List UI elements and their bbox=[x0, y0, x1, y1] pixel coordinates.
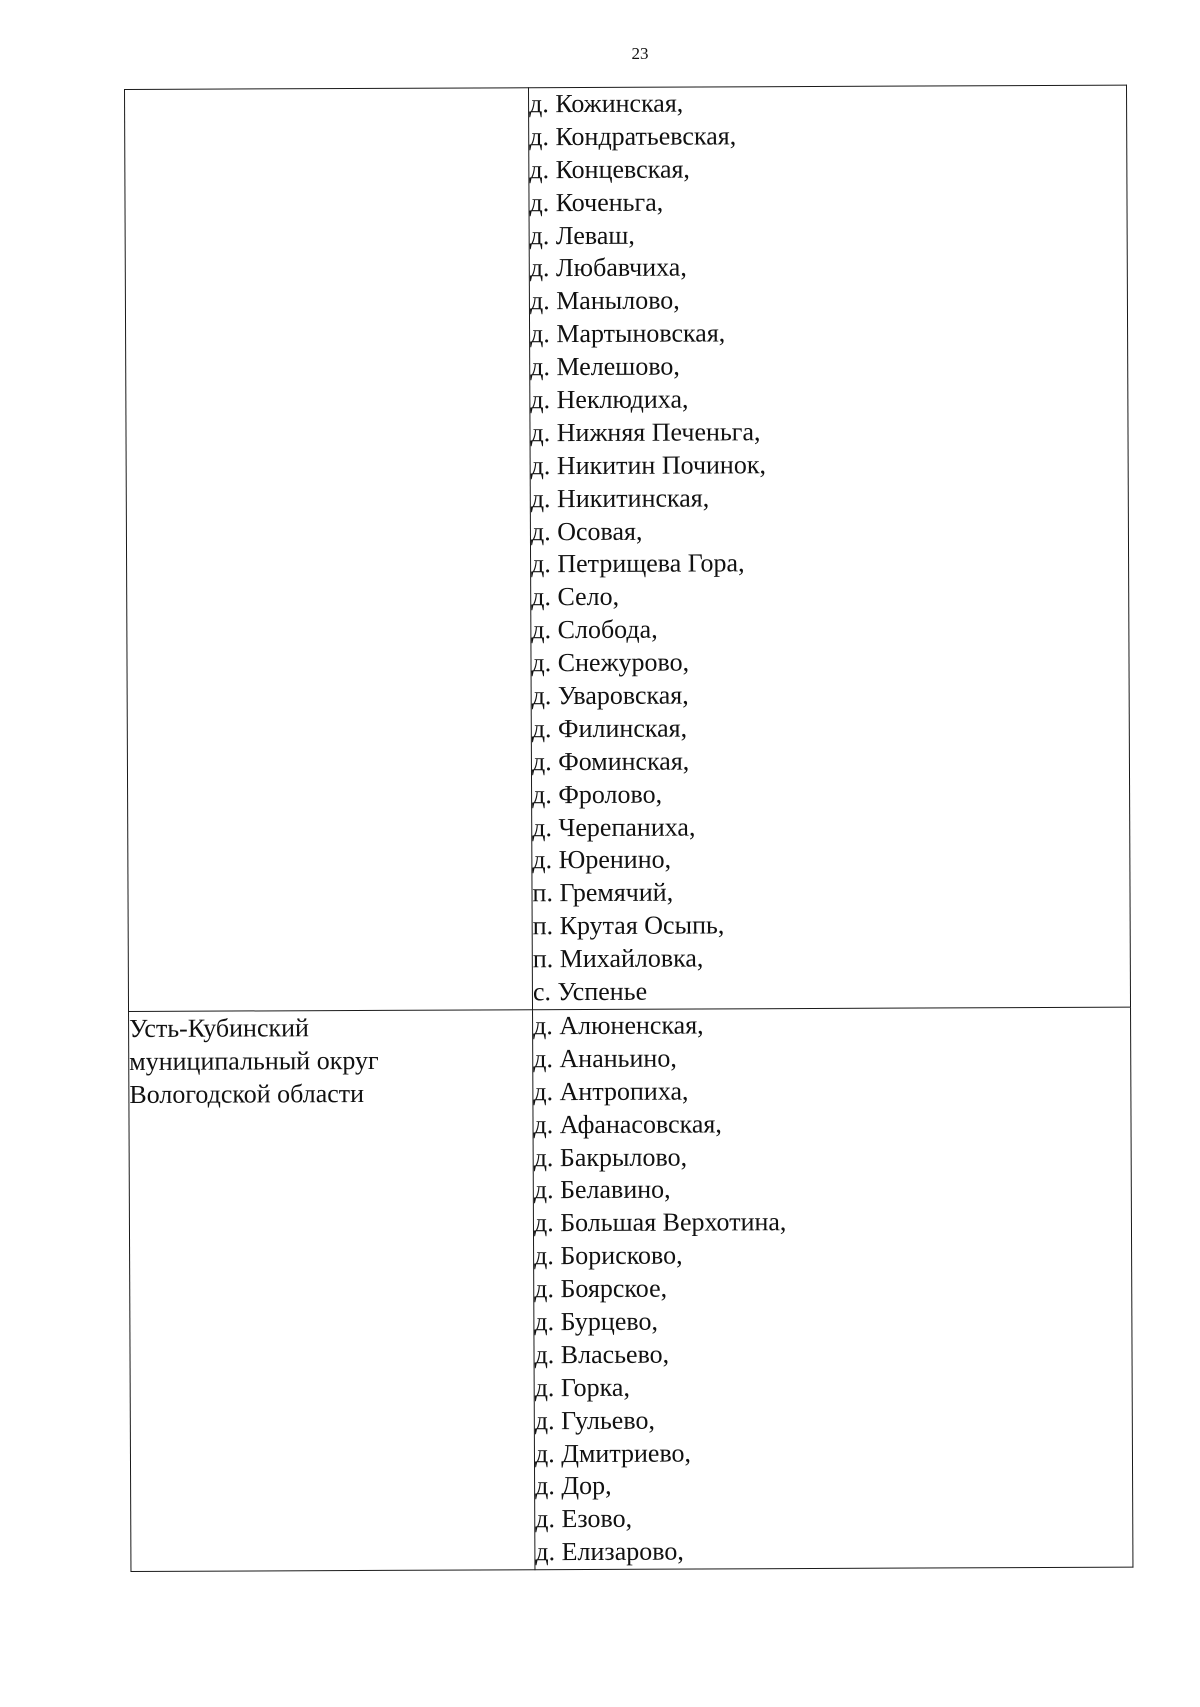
table-row bbox=[129, 1007, 1133, 1572]
settlement-item: п. Крутая Осыпь, bbox=[532, 910, 725, 941]
settlement-item: д. Коченьга, bbox=[529, 187, 664, 217]
page-number: 23 bbox=[631, 44, 649, 63]
settlement-item: д. Боярское, bbox=[534, 1273, 668, 1304]
settlement-item: д. Филинская, bbox=[531, 713, 688, 744]
settlement-item: д. Кондратьевская, bbox=[529, 121, 737, 152]
settlement-item: д. Власьево, bbox=[534, 1339, 670, 1370]
settlement-item: д. Снежурово, bbox=[531, 647, 690, 678]
settlement-item: д. Концевская, bbox=[529, 154, 690, 185]
municipality-cell bbox=[129, 1010, 535, 1572]
settlements-cell bbox=[528, 85, 1130, 1010]
settlement-item: д. Кожинская, bbox=[529, 88, 684, 119]
settlement-item: д. Бакрылово, bbox=[533, 1142, 688, 1172]
table-body bbox=[125, 85, 1133, 1571]
settlement-item: д. Неклюдиха, bbox=[530, 384, 689, 415]
settlement-item: д. Горка, bbox=[534, 1372, 630, 1402]
settlement-item: п. Михайловка, bbox=[532, 943, 704, 974]
settlement-item: д. Антропиха, bbox=[533, 1076, 689, 1106]
municipality-cell bbox=[125, 88, 533, 1012]
settlement-item: д. Мартыновская, bbox=[530, 318, 726, 349]
settlement-item: д. Черепаниха, bbox=[532, 812, 696, 842]
settlement-item: д. Бурцево, bbox=[534, 1306, 659, 1337]
settlements-cell bbox=[533, 1007, 1133, 1570]
settlement-item: д. Борисково, bbox=[534, 1240, 683, 1271]
settlement-item: д. Большая Верхотина, bbox=[533, 1207, 787, 1238]
municipality-name-line: Усть-Кубинский bbox=[129, 1013, 309, 1043]
settlement-item: д. Фоминская, bbox=[531, 746, 690, 777]
settlement-item: д. Алюненская, bbox=[533, 1010, 704, 1041]
settlement-item: д. Дмитриево, bbox=[534, 1438, 692, 1468]
settlement-item: д. Никитин Починок, bbox=[530, 449, 767, 481]
municipality-name-line: Вологодской области bbox=[129, 1078, 365, 1109]
settlement-item: д. Ананьино, bbox=[533, 1043, 677, 1074]
settlement-item: д. Уваровская, bbox=[531, 680, 689, 711]
settlement-item: с. Успенье bbox=[532, 976, 648, 1007]
settlement-item: д. Белавино, bbox=[533, 1175, 671, 1205]
settlement-item: д. Мелешово, bbox=[530, 351, 680, 382]
settlement-item: д. Дор, bbox=[535, 1471, 612, 1501]
settlement-item: д. Леваш, bbox=[529, 220, 635, 250]
settlement-item: д. Село, bbox=[531, 582, 620, 612]
settlement-item: д. Езово, bbox=[535, 1504, 633, 1534]
settlement-item: д. Афанасовская, bbox=[533, 1109, 722, 1139]
municipality-name-line: муниципальный округ bbox=[129, 1045, 379, 1076]
settlement-item: д. Петрищева Гора, bbox=[531, 548, 745, 579]
settlement-item: п. Гремячий, bbox=[532, 877, 674, 908]
settlement-item: д. Осовая, bbox=[530, 516, 643, 546]
settlement-item: д. Фролово, bbox=[532, 779, 663, 809]
settlement-item: д. Гульево, bbox=[534, 1405, 655, 1435]
table-row bbox=[125, 85, 1131, 1011]
settlement-item: д. Никитинская, bbox=[530, 483, 710, 513]
settlement-item: д. Нижняя Печеньга, bbox=[530, 417, 761, 448]
settlement-item: д. Слобода, bbox=[531, 614, 658, 645]
settlements-table bbox=[124, 85, 1133, 1572]
settlement-item: д. Любавчиха, bbox=[529, 252, 687, 283]
settlement-item: д. Юренино, bbox=[532, 845, 672, 875]
settlement-item: д. Елизарово, bbox=[535, 1536, 684, 1567]
settlement-item: д. Манылово, bbox=[529, 285, 680, 316]
